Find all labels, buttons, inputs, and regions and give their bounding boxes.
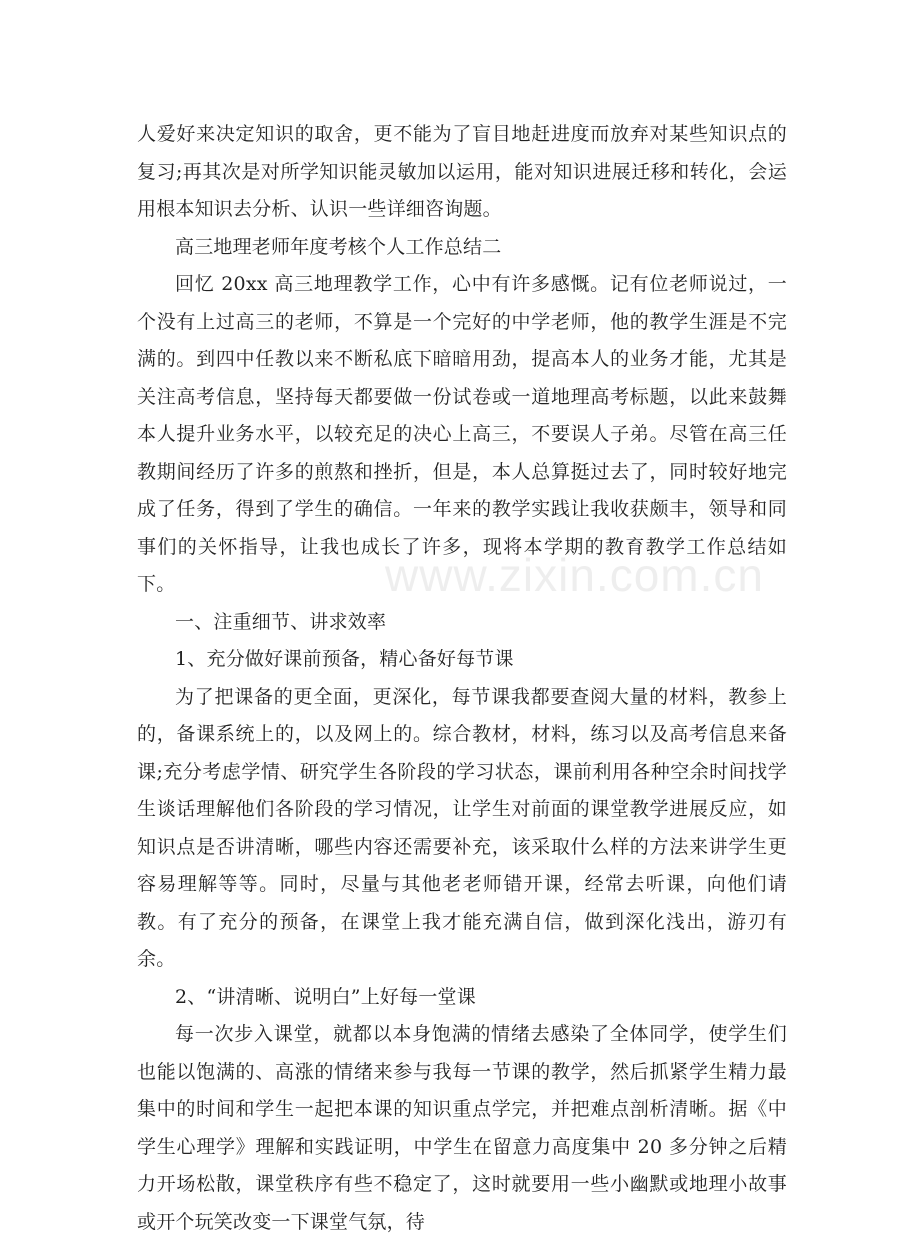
paragraph-intro: 回忆 20xx 高三地理教学工作，心中有许多感慨。记有位老师说过，一个没有上过高三的老师，不算是一个完好的中学老师，他的教学生涯是不完满的。到四中任教以来不断私底下暗暗用劲，提高本人的业务才能，尤其是关注高考信息，坚持每天都要做一份试卷或一道地理高考标题，以此来鼓舞本人提升业务水平，以较充足的决心上高三，不要误人子弟。尽管在高三任教期间经历了许多的煎熬和挫折，但是，本人总算挺过去了，同时较好地完成了任务，得到了学生的确信。一年来的教学实践让我收获颇丰，领导和同事们的关怀指导，让我也成长了许多，现将本学期的教育教学工作总结如下。	[137, 273, 787, 595]
paragraph-continuation: 人爱好来决定知识的取舍，更不能为了盲目地赶进度而放弃对某些知识点的复习;再其次是对所学知识能灵敏加以运用，能对知识进展迁移和转化，会运用根本知识去分析、认识一些详细咨询题。	[137, 123, 787, 220]
heading-subsection-2: 2、“讲清晰、说明白”上好每一堂课	[175, 985, 476, 1008]
paragraph-preparation: 为了把课备的更全面，更深化，每节课我都要查阅大量的材料，教参上的，备课系统上的，以及网上的。综合教材，材料，练习以及高考信息来备课;充分考虑学情、研究学生各阶段的学习状态，课前利用各种空余时间找学生谈话理解他们各阶段的学习情况，让学生对前面的课堂教学进展反应，如知识点是否讲清晰，哪些内容还需要补充，该采取什么样的方法来讲学生更容易理解等等。同时，尽量与其他老老师错开课，经常去听课，向他们请教。有了充分的预备，在课堂上我才能充满自信，做到深化浅出，游刃有余。	[137, 685, 787, 970]
document-body	[137, 116, 787, 1241]
section-title: 高三地理老师年度考核个人工作总结二	[175, 235, 502, 258]
watermark-text: www.zixin.com.cn	[385, 549, 764, 601]
paragraph-classroom: 每一次步入课堂，就都以本身饱满的情绪去感染了全体同学，使学生们也能以饱满的、高涨的情绪来参与我每一节课的教学，然后抓紧学生精力最集中的时间和学生一起把本课的知识重点学完，并把难点剖析清晰。据《中学生心理学》理解和实践证明，中学生在留意力高度集中 20 多分钟之后精力开场松散，课堂秩序有些不稳定了，这时就要用一些小幽默或地理小故事或开个玩笑改变一下课堂气氛，待	[137, 1023, 787, 1233]
heading-subsection-1: 1、充分做好课前预备，精心备好每节课	[175, 648, 514, 670]
heading-section-1: 一、注重细节、讲求效率	[175, 610, 387, 633]
